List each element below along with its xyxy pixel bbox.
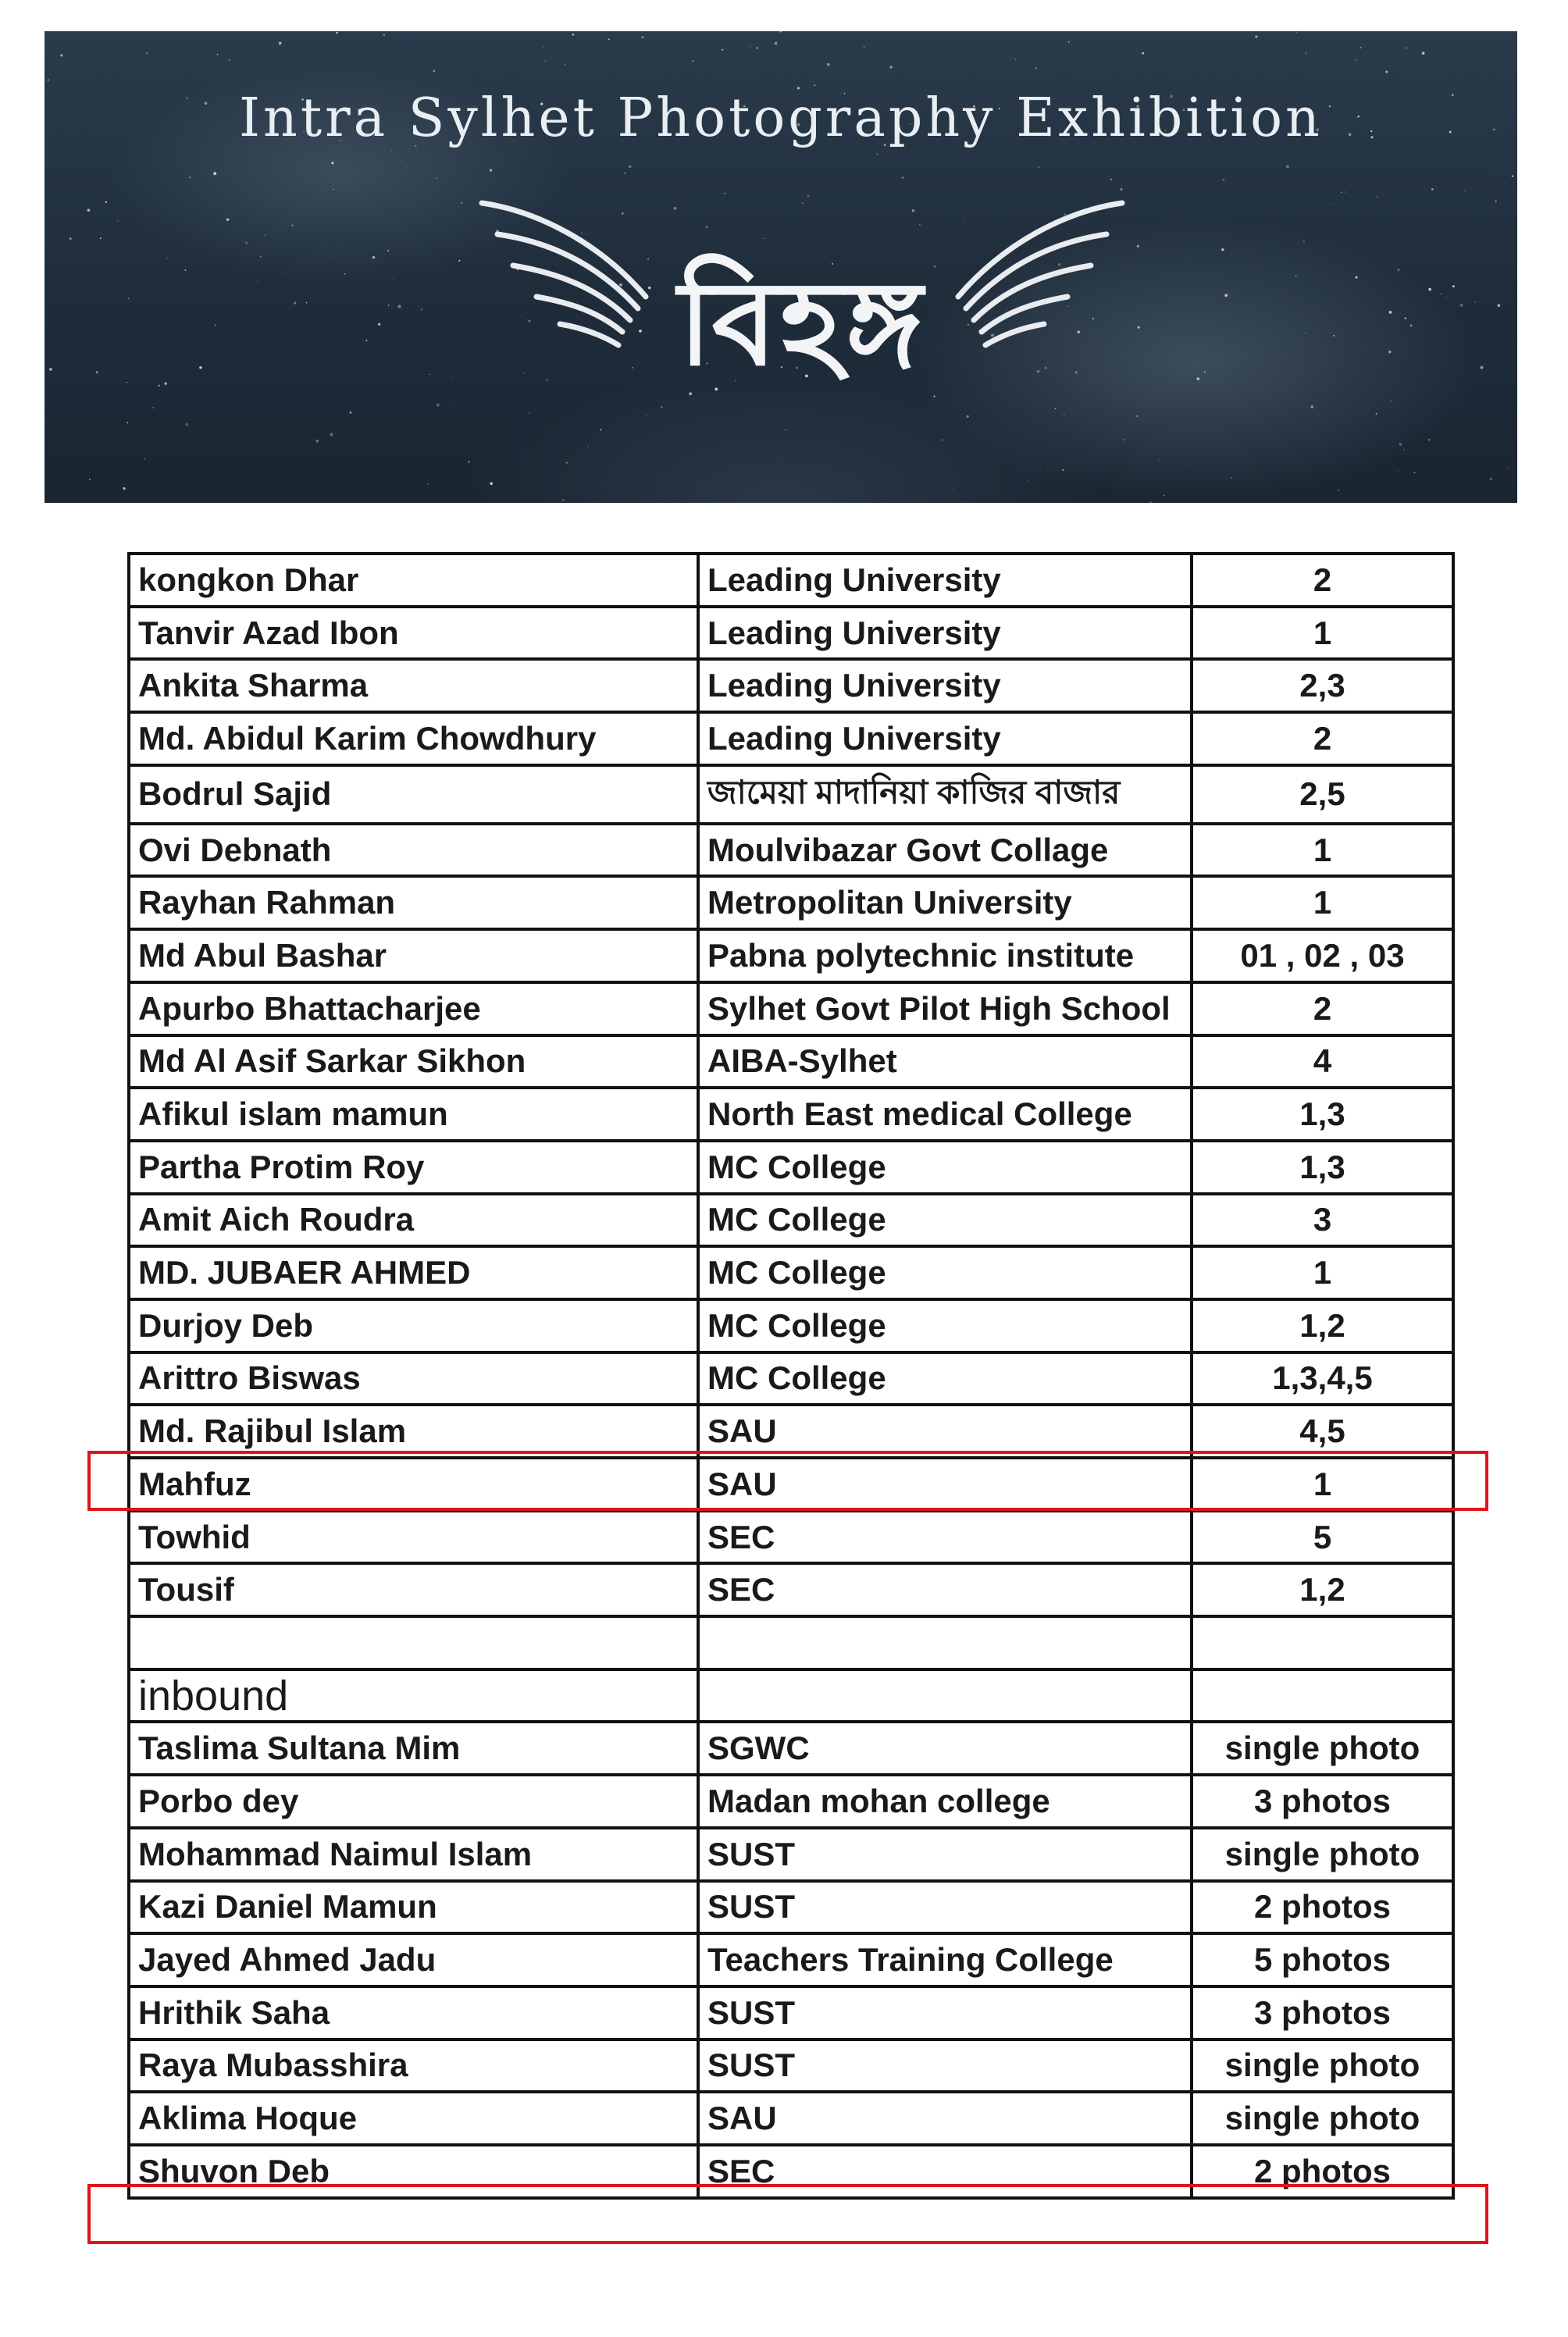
institution-cell: SAU — [698, 2092, 1192, 2145]
star-dot — [105, 201, 108, 204]
photos-cell: 2 photos — [1192, 2145, 1453, 2198]
star-dot — [1428, 288, 1431, 291]
star-dot — [1035, 67, 1037, 69]
table-row — [129, 765, 1453, 824]
photos-cell: 1,2 — [1192, 1299, 1453, 1352]
name-cell: Bodrul Sajid — [129, 765, 698, 824]
institution-cell: SUST — [698, 1881, 1192, 1934]
star-dot — [96, 371, 98, 373]
table-row — [129, 1035, 1453, 1088]
photos-cell: 3 photos — [1192, 1775, 1453, 1828]
name-cell: Mahfuz — [129, 1458, 698, 1511]
photos-cell: 1,3,4,5 — [1192, 1352, 1453, 1405]
star-dot — [1138, 326, 1140, 329]
name-cell: Apurbo Bhattacharjee — [129, 982, 698, 1035]
photos-cell: 5 — [1192, 1511, 1453, 1564]
star-dot — [1397, 269, 1399, 271]
star-dot — [490, 482, 493, 485]
star-dot — [624, 172, 626, 174]
star-dot — [1422, 52, 1425, 55]
empty-cell — [698, 1669, 1192, 1722]
star-dot — [330, 433, 333, 436]
name-cell: Tanvir Azad Ibon — [129, 607, 698, 660]
table-row — [129, 659, 1453, 712]
star-dot — [1303, 240, 1305, 242]
star-dot — [1446, 297, 1447, 298]
table-row — [129, 554, 1453, 607]
star-dot — [60, 54, 62, 56]
participants-table — [127, 552, 1452, 2200]
empty-cell — [129, 1616, 698, 1669]
star-dot — [123, 487, 126, 490]
star-dot — [1498, 304, 1501, 307]
star-dot — [144, 458, 145, 459]
star-dot — [1204, 372, 1206, 373]
star-dot — [1224, 294, 1228, 297]
star-dot — [260, 256, 262, 258]
photos-cell: 1,3 — [1192, 1141, 1453, 1194]
star-dot — [279, 42, 282, 45]
bihongo-logo — [466, 180, 1138, 414]
star-dot — [1356, 276, 1358, 279]
star-dot — [986, 61, 987, 62]
star-dot — [779, 31, 782, 33]
star-dot — [1305, 52, 1306, 54]
institution-cell: MC College — [698, 1352, 1192, 1405]
star-dot — [1452, 285, 1455, 287]
institution-cell: AIBA-Sylhet — [698, 1035, 1192, 1088]
star-dot — [1068, 41, 1070, 43]
star-dot — [722, 49, 723, 51]
star-dot — [1399, 444, 1402, 446]
star-dot — [1410, 324, 1413, 326]
star-dot — [315, 440, 319, 443]
inbound-section-row — [129, 1669, 1453, 1722]
name-cell: Ovi Debnath — [129, 824, 698, 877]
star-dot — [1231, 477, 1232, 479]
star-dot — [1474, 301, 1475, 302]
star-dot — [165, 383, 167, 385]
institution-cell: Leading University — [698, 659, 1192, 712]
star-dot — [587, 446, 588, 447]
star-dot — [291, 224, 294, 226]
star-dot — [1414, 472, 1416, 473]
star-dot — [437, 404, 440, 407]
institution-cell: SAU — [698, 1458, 1192, 1511]
star-dot — [692, 60, 693, 62]
name-cell: Durjoy Deb — [129, 1299, 698, 1352]
photos-cell: 1 — [1192, 1458, 1453, 1511]
table-row — [129, 929, 1453, 982]
star-dot — [69, 237, 72, 240]
photos-cell: single photo — [1192, 1722, 1453, 1775]
photos-cell: 4,5 — [1192, 1405, 1453, 1458]
star-dot — [544, 60, 546, 62]
star-dot — [407, 167, 408, 169]
star-dot — [1390, 400, 1392, 401]
star-dot — [1255, 35, 1257, 37]
star-dot — [1388, 351, 1391, 353]
star-dot — [608, 38, 610, 40]
institution-cell: Leading University — [698, 712, 1192, 765]
institution-cell: SEC — [698, 1563, 1192, 1616]
table-row — [129, 1933, 1453, 1986]
star-dot — [562, 499, 565, 501]
institution-cell: Leading University — [698, 554, 1192, 607]
empty-cell — [1192, 1669, 1453, 1722]
star-dot — [1296, 32, 1297, 33]
table-row — [129, 2145, 1453, 2198]
photos-cell: 2 — [1192, 554, 1453, 607]
star-dot — [49, 368, 52, 371]
star-dot — [1040, 468, 1041, 469]
name-cell: Ankita Sharma — [129, 659, 698, 712]
table-row — [129, 1194, 1453, 1247]
institution-cell: Leading University — [698, 607, 1192, 660]
star-dot — [452, 378, 453, 379]
name-cell: Mohammad Naimul Islam — [129, 1828, 698, 1881]
star-dot — [1490, 478, 1493, 481]
institution-cell: Moulvibazar Govt Collage — [698, 824, 1192, 877]
star-dot — [1038, 166, 1039, 167]
star-dot — [429, 374, 430, 375]
star-dot — [1310, 405, 1313, 408]
star-dot — [461, 202, 462, 204]
institution-cell: MC College — [698, 1299, 1192, 1352]
table-row — [129, 876, 1453, 929]
inbound-section-label: inbound — [129, 1669, 698, 1722]
star-dot — [306, 302, 308, 304]
star-dot — [1150, 501, 1152, 503]
star-dot — [1143, 188, 1144, 189]
name-cell: MD. JUBAER AHMED — [129, 1246, 698, 1299]
name-cell: Hrithik Saha — [129, 1986, 698, 2040]
star-dot — [349, 411, 351, 414]
name-cell: Md. Rajibul Islam — [129, 1405, 698, 1458]
star-dot — [383, 34, 385, 36]
star-dot — [117, 220, 118, 221]
star-dot — [87, 208, 90, 212]
name-cell: Jayed Ahmed Jadu — [129, 1933, 698, 1986]
name-cell: Partha Protim Roy — [129, 1141, 698, 1194]
table-row — [129, 607, 1453, 660]
logo-wordmark: বিহঙ্গ — [678, 256, 926, 392]
star-dot — [1345, 191, 1346, 193]
table-row — [129, 2092, 1453, 2145]
table-row — [129, 2040, 1453, 2093]
star-dot — [890, 66, 893, 69]
star-dot — [1027, 480, 1028, 481]
photos-cell: 1 — [1192, 1246, 1453, 1299]
photos-cell: 1 — [1192, 607, 1453, 660]
table-row — [129, 1881, 1453, 1934]
star-dot — [48, 79, 49, 80]
star-dot — [1196, 377, 1199, 380]
photos-cell: 3 photos — [1192, 1986, 1453, 2040]
table-row — [129, 1563, 1453, 1616]
star-dot — [902, 176, 904, 179]
star-dot — [372, 256, 375, 258]
institution-cell: SEC — [698, 2145, 1192, 2198]
star-dot — [1356, 59, 1357, 61]
name-cell: kongkon Dhar — [129, 554, 698, 607]
star-dot — [365, 340, 367, 341]
star-dot — [775, 42, 778, 45]
photos-cell: 1,2 — [1192, 1563, 1453, 1616]
star-dot — [1405, 317, 1406, 319]
star-dot — [1460, 304, 1463, 307]
institution-cell: SEC — [698, 1511, 1192, 1564]
photos-cell: 5 photos — [1192, 1933, 1453, 1986]
name-cell: Md Abul Bashar — [129, 929, 698, 982]
star-dot — [1158, 460, 1159, 461]
star-dot — [1015, 59, 1016, 60]
photos-cell: 01 , 02 , 03 — [1192, 929, 1453, 982]
star-dot — [245, 242, 248, 244]
star-dot — [1431, 188, 1434, 191]
name-cell: Amit Aich Roudra — [129, 1194, 698, 1247]
name-cell: Raya Mubasshira — [129, 2040, 698, 2093]
star-dot — [1397, 470, 1398, 471]
photos-cell: single photo — [1192, 2040, 1453, 2093]
empty-row — [129, 1616, 1453, 1669]
star-dot — [642, 36, 644, 38]
photos-cell: 1 — [1192, 876, 1453, 929]
star-dot — [458, 260, 460, 262]
star-dot — [1512, 175, 1514, 177]
star-dot — [490, 169, 492, 171]
star-dot — [1142, 52, 1144, 55]
name-cell: Afikul islam mamun — [129, 1088, 698, 1141]
table-row — [129, 1141, 1453, 1194]
table-row — [129, 712, 1453, 765]
table-row — [129, 1299, 1453, 1352]
star-dot — [331, 162, 333, 164]
star-dot — [876, 153, 878, 155]
star-dot — [1295, 275, 1297, 277]
table-row — [129, 1088, 1453, 1141]
star-dot — [1428, 439, 1431, 441]
star-dot — [572, 34, 575, 36]
star-dot — [226, 219, 229, 221]
star-dot — [294, 301, 296, 304]
star-dot — [433, 70, 436, 73]
star-dot — [336, 32, 337, 34]
star-dot — [1495, 201, 1497, 202]
table-row — [129, 982, 1453, 1035]
star-dot — [387, 250, 389, 251]
photos-cell: 3 — [1192, 1194, 1453, 1247]
star-dot — [827, 63, 830, 66]
star-dot — [629, 165, 632, 168]
star-dot — [265, 234, 266, 236]
name-cell: Aklima Hoque — [129, 2092, 698, 2145]
star-dot — [566, 462, 568, 464]
institution-cell: SUST — [698, 1828, 1192, 1881]
star-dot — [100, 237, 102, 239]
name-cell: Tousif — [129, 1563, 698, 1616]
institution-cell: Madan mohan college — [698, 1775, 1192, 1828]
institution-cell: MC College — [698, 1246, 1192, 1299]
table-row — [129, 1775, 1453, 1828]
empty-cell — [698, 1616, 1192, 1669]
institution-cell: Pabna polytechnic institute — [698, 929, 1192, 982]
star-dot — [436, 177, 437, 179]
table-row — [129, 1511, 1453, 1564]
table-row — [129, 1405, 1453, 1458]
photos-cell: single photo — [1192, 2092, 1453, 2145]
star-dot — [1286, 166, 1289, 169]
table-row — [129, 1828, 1453, 1881]
star-dot — [158, 385, 159, 387]
star-dot — [1338, 490, 1339, 491]
photos-cell: 2,3 — [1192, 659, 1453, 712]
star-dot — [184, 269, 186, 271]
institution-cell: জামেয়া মাদানিয়া কাজির বাজার — [698, 765, 1192, 824]
star-dot — [1333, 203, 1334, 204]
photos-cell: 1,3 — [1192, 1088, 1453, 1141]
star-dot — [1376, 413, 1377, 415]
star-dot — [1376, 196, 1377, 198]
star-dot — [146, 52, 148, 54]
star-dot — [1507, 467, 1508, 468]
star-dot — [1481, 366, 1484, 369]
star-dot — [1222, 179, 1224, 181]
name-cell: Kazi Daniel Mamun — [129, 1881, 698, 1934]
star-dot — [1464, 190, 1465, 191]
table-row — [129, 1352, 1453, 1405]
photos-cell: 2 — [1192, 712, 1453, 765]
star-dot — [215, 324, 216, 326]
institution-cell: SUST — [698, 2040, 1192, 2093]
star-dot — [750, 46, 752, 48]
star-dot — [229, 59, 230, 61]
star-dot — [398, 305, 401, 308]
institution-cell: MC College — [698, 1141, 1192, 1194]
star-dot — [185, 423, 188, 426]
name-cell: Shuvon Deb — [129, 2145, 698, 2198]
name-cell: Porbo dey — [129, 1775, 698, 1828]
table-row — [129, 1246, 1453, 1299]
star-dot — [391, 150, 392, 151]
table-row — [129, 1458, 1453, 1511]
star-dot — [152, 407, 154, 408]
star-dot — [199, 366, 201, 369]
institution-cell: SAU — [698, 1405, 1192, 1458]
star-dot — [814, 84, 815, 86]
star-dot — [1403, 449, 1405, 451]
star-dot — [1341, 192, 1342, 193]
star-dot — [189, 176, 191, 178]
star-dot — [1333, 335, 1335, 337]
star-dot — [213, 172, 216, 175]
name-cell: Taslima Sultana Mim — [129, 1722, 698, 1775]
star-dot — [1163, 495, 1164, 497]
star-dot — [333, 189, 334, 190]
photos-cell: 4 — [1192, 1035, 1453, 1088]
star-dot — [1406, 47, 1407, 48]
institution-cell: MC College — [698, 1194, 1192, 1247]
photos-cell: 2 photos — [1192, 1881, 1453, 1934]
institution-cell: North East medical College — [698, 1088, 1192, 1141]
institution-cell: SGWC — [698, 1722, 1192, 1775]
star-dot — [378, 323, 381, 326]
star-dot — [757, 47, 758, 48]
star-dot — [166, 258, 168, 259]
photos-cell: 2 — [1192, 982, 1453, 1035]
table-row — [129, 1986, 1453, 2040]
banner-title: Intra Sylhet Photography Exhibition — [239, 87, 1323, 149]
star-dot — [127, 422, 128, 423]
star-dot — [864, 46, 865, 48]
star-dot — [427, 483, 429, 485]
empty-cell — [1192, 1616, 1453, 1669]
star-dot — [1360, 47, 1362, 48]
institution-cell: Teachers Training College — [698, 1933, 1192, 1986]
star-dot — [1062, 469, 1064, 471]
star-dot — [421, 308, 422, 310]
star-dot — [388, 305, 390, 306]
institution-cell: Metropolitan University — [698, 876, 1192, 929]
exhibition-banner — [45, 31, 1517, 503]
star-dot — [128, 298, 129, 299]
star-dot — [89, 479, 91, 480]
photos-cell: 1 — [1192, 824, 1453, 877]
star-dot — [344, 273, 346, 275]
institution-cell: SUST — [698, 1986, 1192, 2040]
star-dot — [543, 47, 545, 48]
photos-cell: single photo — [1192, 1828, 1453, 1881]
star-dot — [217, 54, 219, 55]
star-dot — [953, 489, 954, 490]
star-dot — [468, 461, 470, 463]
star-dot — [1496, 171, 1497, 172]
name-cell: Arittro Biswas — [129, 1352, 698, 1405]
name-cell: Md Al Asif Sarkar Sikhon — [129, 1035, 698, 1088]
star-dot — [286, 274, 287, 275]
photos-cell: 2,5 — [1192, 765, 1453, 824]
star-dot — [1221, 248, 1224, 251]
star-dot — [126, 382, 127, 383]
name-cell: Md. Abidul Karim Chowdhury — [129, 712, 698, 765]
table-row — [129, 824, 1453, 877]
star-dot — [1389, 311, 1392, 314]
institution-cell: Sylhet Govt Pilot High School — [698, 982, 1192, 1035]
star-dot — [1385, 71, 1388, 73]
name-cell: Rayhan Rahman — [129, 876, 698, 929]
table-row — [129, 1722, 1453, 1775]
name-cell: Towhid — [129, 1511, 698, 1564]
